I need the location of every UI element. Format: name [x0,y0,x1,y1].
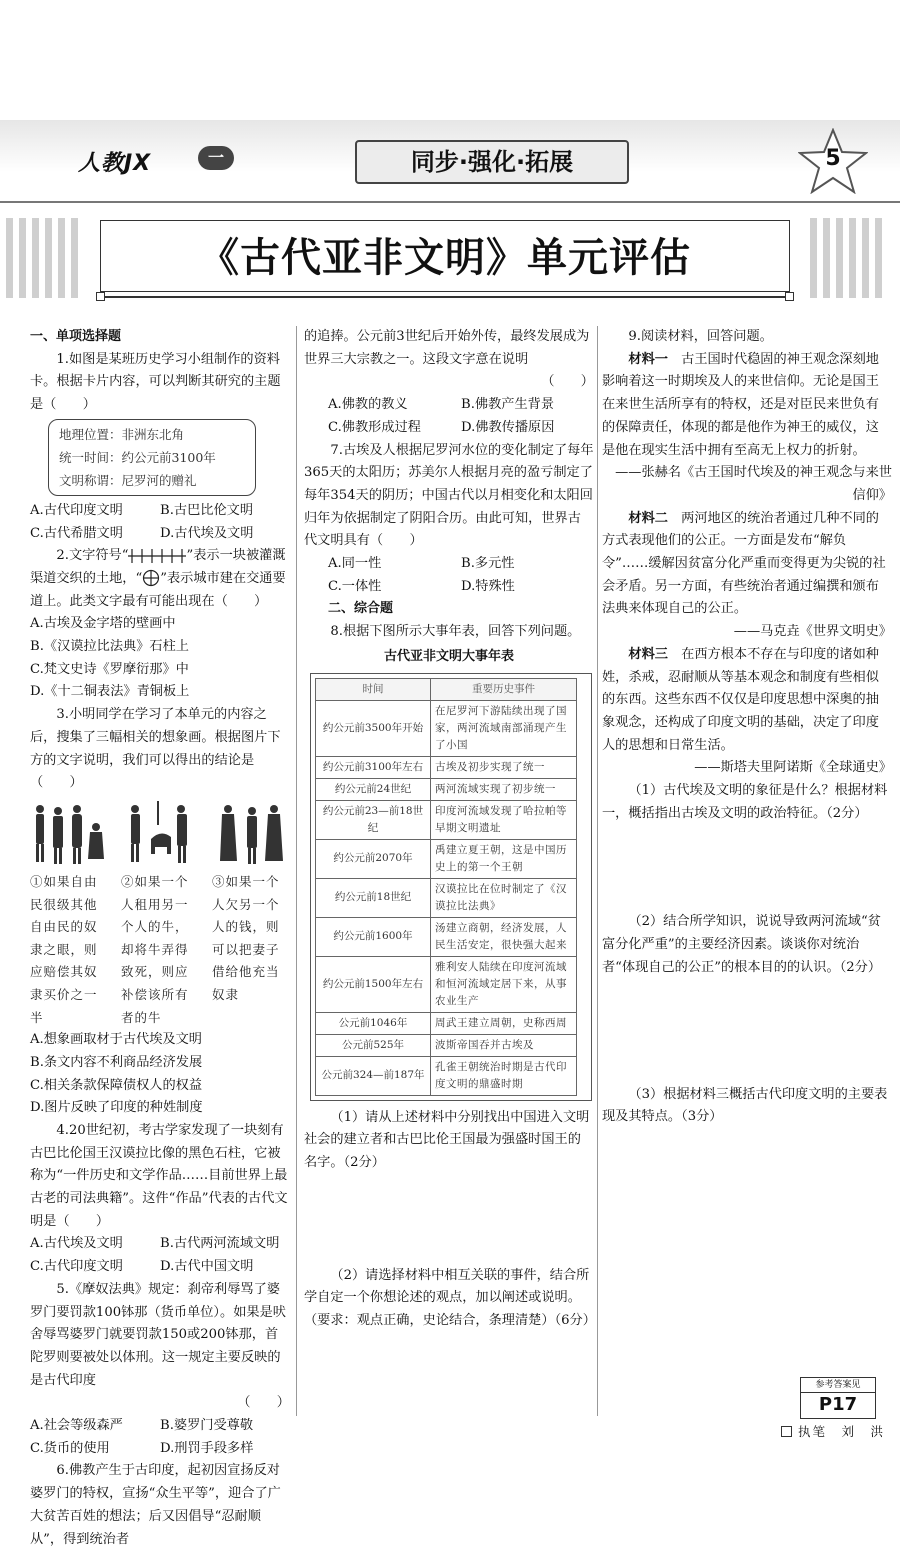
q3-options [30,1029,290,1120]
table-row [316,839,577,878]
option[interactable]: B.佛教产生背景 [461,397,555,413]
table-row [316,956,577,1012]
question-4: 4.20世纪初，考古学家发现了一块刻有古巴比伦国王汉谟拉比像的黑色石柱，它被称为“一件历史和文学作品……目前世界上最古老的司法典籍”。这件“作品”代表的古代文明是（ ） [30,1122,288,1229]
table-cell-time: 公元前324—前187年 [316,1056,431,1095]
material-3 [602,644,892,758]
material-text: 古王国时代稳固的神王观念深刻地影响着这一时期埃及人的来世信仰。无论是国王在来世生活所享有的特权，还是对臣民来世负有的保障责任，体现的都是他作为神王的威仪，这是他在现实生活中拥有至高无上权力的折射。 [602,351,879,458]
table-cell-time: 公元前525年 [316,1034,431,1056]
option[interactable]: B.古巴比伦文明 [160,502,254,518]
title-underline [100,296,790,298]
figure-debtor-icon [212,799,290,869]
option[interactable]: A.古埃及金字塔的壁画中 [30,616,176,632]
header-rule [0,201,900,203]
table-row [316,756,577,778]
timeline-table [315,678,577,1096]
table-row [316,800,577,839]
table-cell-event: 孔雀王朝统治时期是古代印度文明的鼎盛时期 [431,1056,577,1095]
table-cell-event: 周武王建立周朝，史称西周 [431,1012,577,1034]
table-cell-time: 约公元前23—前18世纪 [316,800,431,839]
table-row [316,778,577,800]
question-8-2: （2）请选择材料中相互关联的事件，结合所学自定一个你想论述的观点，加以阐述或说明。（要求：观点正确，史论结合，条理清楚）（6分） [304,1267,596,1329]
field-symbol-icon [128,549,186,563]
table-header: 时间 [316,678,431,700]
material-label: 材料三 [628,646,668,662]
option[interactable]: C.佛教形成过程 [328,419,421,435]
question-9: 9.阅读材料，回答问题。 [628,329,773,344]
table-cell-event: 在尼罗河下游陆续出现了国家，两河流域南部涌现产生了小国 [431,700,577,756]
author-text: 执笔 刘 洪 [798,1424,886,1439]
caption: ③如果一个人欠另一个人的钱，则可以把妻子借给他充当奴隶 [212,873,280,1002]
figure-people-icon [30,799,108,869]
q2-text-a: 2.文字符号“ [56,548,129,564]
answer-paren: （ ） [237,1395,290,1411]
answer-space[interactable] [602,825,892,911]
option[interactable]: B.《汉谟拉比法典》石柱上 [30,639,189,655]
option[interactable]: A.古代埃及文明 [30,1236,123,1252]
question-8-1: （1）请从上述材料中分别找出中国进入文明社会的建立者和古巴比伦王国最为强盛时国王的名字。（2分） [304,1109,590,1170]
question-3: 3.小明同学在学习了本单元的内容之后，搜集了三幅相关的想象画。根据图片下方的文字说明，我们可以得出的结论是（ ） [30,707,281,791]
table-cell-time: 约公元前1500年左右 [316,956,431,1012]
table-cell-time: 约公元前2070年 [316,839,431,878]
option[interactable]: A.佛教的教义 [328,397,408,413]
table-cell-time: 公元前1046年 [316,1012,431,1034]
title-line-square-left [96,292,105,301]
option[interactable]: A.想象画取材于古代埃及文明 [30,1032,202,1048]
square-icon [781,1426,792,1437]
section-heading: 一、单项选择题 [30,329,122,344]
question-8: 8.根据下图所示大事年表，回答下列问题。 [330,624,581,640]
material-2 [602,508,892,622]
question-9-1: （1）古代埃及文明的象征是什么？根据材料一，概括指出古埃及文明的政治特征。（2分） [602,783,888,821]
q3-captions [30,871,290,1029]
option[interactable]: B.条文内容不利商品经济发展 [30,1054,203,1070]
table-cell-event: 印度河流域发现了哈拉帕等早期文明遗址 [431,800,577,839]
answer-key-box [800,1377,876,1419]
table-cell-event: 禹建立夏王朝，这是中国历史上的第一个王朝 [431,839,577,878]
option[interactable]: D.《十二铜表法》青铜板上 [30,684,190,700]
option[interactable]: A.社会等级森严 [30,1418,123,1434]
table-row [316,917,577,956]
option[interactable]: B.婆罗门受尊敬 [160,1418,254,1434]
material-source: ——斯塔夫里阿诺斯《全球通史》 [694,760,892,776]
title-line-square-right [785,292,794,301]
table-row [316,878,577,917]
option[interactable]: C.相关条款保障债权人的权益 [30,1077,203,1093]
caption: ①如果自由民很级其他自由民的奴隶之眼，则应赔偿其奴隶买价之一半 [30,873,98,1025]
table-row [316,1034,577,1056]
right-stripes [800,218,890,298]
answer-paren: （ ） [541,374,594,390]
column-2 [304,326,594,1333]
material-text: 在西方根本不存在与印度的诸如种姓，杀戒，忍耐顺从等基本观念和制度有些相似的东西。这些东西不仅仅是印度思想中深奥的抽象观念，还构成了印度文明的基础，决定了印度人的思想和日常生活。 [602,646,879,753]
answer-key-page: P17 [818,1394,858,1415]
card-line: 地理位置：非洲东北角 [59,426,185,442]
table-cell-time: 约公元前1600年 [316,917,431,956]
brand-badge: 一 [198,146,234,170]
column-divider [597,326,598,1416]
option[interactable]: C.梵文史诗《罗摩衍那》中 [30,661,189,677]
table-cell-event: 古埃及初步实现了统一 [431,756,577,778]
timeline-frame [310,673,592,1101]
table-cell-event: 雅利安人陆续在印度河流域和恒河流域定居下来，从事农业生产 [431,956,577,1012]
material-source: ——张赫名《古王国时代埃及的神王观念与来世信仰》 [615,465,892,503]
table-header: 重要历史事件 [431,678,577,700]
option[interactable]: B.古代两河流域文明 [160,1236,280,1252]
table-cell-event: 波斯帝国吞并古埃及 [431,1034,577,1056]
question-2 [30,545,290,613]
option[interactable]: D.佛教传播原因 [461,419,555,435]
material-1 [602,349,892,463]
table-title: 古代亚非文明大事年表 [383,648,514,664]
page-title: 《古代亚非文明》单元评估 [199,234,691,281]
option[interactable]: C.古代印度文明 [30,1259,123,1275]
question-6-continued: 的追捧。公元前3世纪后开始外传，最终发展成为世界三大宗教之一。这段文字意在说明 [304,329,590,367]
material-source: ——马克垚《世界文明史》 [733,624,892,640]
material-label: 材料一 [628,351,668,367]
card-line: 统一时间：约公元前3100年 [59,449,216,465]
option[interactable]: C.货币的使用 [30,1440,110,1456]
brand-name: 人教JX [78,151,152,176]
q2-text-c: ”表示城市建在交通要道上。此类文字最有可能出现在（ ） [30,570,286,609]
city-symbol-icon [142,569,160,587]
caption: ②如果一个人租用另一个人的牛，却将牛弄得致死，则应补偿该所有者的牛 [121,873,189,1025]
q2-options [30,613,290,704]
option[interactable]: D.图片反映了印度的种姓制度 [30,1100,203,1116]
material-label: 材料二 [628,510,668,526]
q2-text-b: ”表示一块被灌溉渠道交织的土地，“ [30,548,286,586]
q3-illustrations [30,799,290,869]
material-text: 两河地区的统治者通过几种不同的方式表现他们的公正。一方面是发布“解负令”……缓解因贫富分化严重而变得更为尖锐的社会矛盾。另一方面，有些统治者通过编撰和颁布法典来体现自己的公正。 [602,510,886,617]
answer-key-label: 参考答案见 [801,1378,875,1393]
question-7: 7.古埃及人根据尼罗河水位的变化制定了每年365天的太阳历；苏美尔人根据月亮的盈亏制定了每年354天的阴历；中国古代以月相变化和太阳回归年为依据制定了阴阳合历。由此可知，世界古代文明具有（ ） [304,442,594,549]
option[interactable]: B.多元性 [461,556,515,572]
table-cell-event: 两河流域实现了初步统一 [431,778,577,800]
table-row [316,700,577,756]
question-1: 1.如图是某班历史学习小组制作的资料卡。根据卡片内容，可以判断其研究的主题是（ ） [30,351,281,413]
table-cell-time: 约公元前18世纪 [316,878,431,917]
q7-options [304,553,594,598]
section-heading: 二、综合题 [328,601,394,617]
table-cell-time: 约公元前24世纪 [316,778,431,800]
table-row [316,1056,577,1095]
option[interactable]: A.同一性 [328,556,382,572]
option[interactable]: A.古代印度文明 [30,502,123,518]
table-cell-time: 约公元前3100年左右 [316,756,431,778]
info-card [48,419,256,496]
question-6: 6.佛教产生于古印度，起初因宣扬反对婆罗门的特权，宣扬“众生平等”，迎合了广大贫苦百姓的想法；后又因倡导“忍耐顺从”，得到统治者 [30,1463,281,1547]
answer-space[interactable] [602,980,892,1084]
option[interactable]: D.古代埃及文明 [160,525,254,541]
q4-options [30,1233,290,1278]
option[interactable]: C.古代希腊文明 [30,525,123,541]
option[interactable]: D.刑罚手段多样 [160,1440,254,1456]
answer-space[interactable] [304,1175,594,1265]
left-stripes [6,218,96,298]
table-row [316,1012,577,1034]
question-5: 5.《摩奴法典》规定：刹帝利辱骂了婆罗门要罚款100钵那（货币单位）。如果是吠舍辱骂婆罗门就要罚款150或200钵那，首陀罗则要被处以体刑。这一规定主要反映的是古代印度 [30,1281,286,1388]
option[interactable]: D.特殊性 [461,578,515,594]
q5-options [30,1415,290,1460]
option[interactable]: C.一体性 [328,578,382,594]
column-1 [30,326,290,1551]
option[interactable]: D.古代中国文明 [160,1259,254,1275]
question-9-2: （2）结合所学知识，说说导致两河流域“贫富分化严重”的主要经济因素。谈谈你对统治者“体现自己的公正”的根本目的的认识。（2分） [602,914,882,975]
q6-options [304,394,594,439]
figure-ox-icon [121,799,199,869]
q1-options [30,500,290,545]
series-title: 同步·强化·拓展 [355,140,629,184]
column-divider [296,326,297,1416]
card-line: 文明称谓：尼罗河的赠礼 [59,472,197,488]
table-cell-event: 汤建立商朝，经济发展，人民生活安定，很快强大起来 [431,917,577,956]
question-9-3: （3）根据材料三概括古代印度文明的主要表现及其特点。（3分） [602,1086,888,1125]
page-number: 5 [825,146,841,171]
table-cell-time: 约公元前3500年开始 [316,700,431,756]
column-3 [602,326,892,1129]
author-credit [781,1422,885,1440]
table-cell-event: 汉谟拉比在位时制定了《汉谟拉比法典》 [431,878,577,917]
